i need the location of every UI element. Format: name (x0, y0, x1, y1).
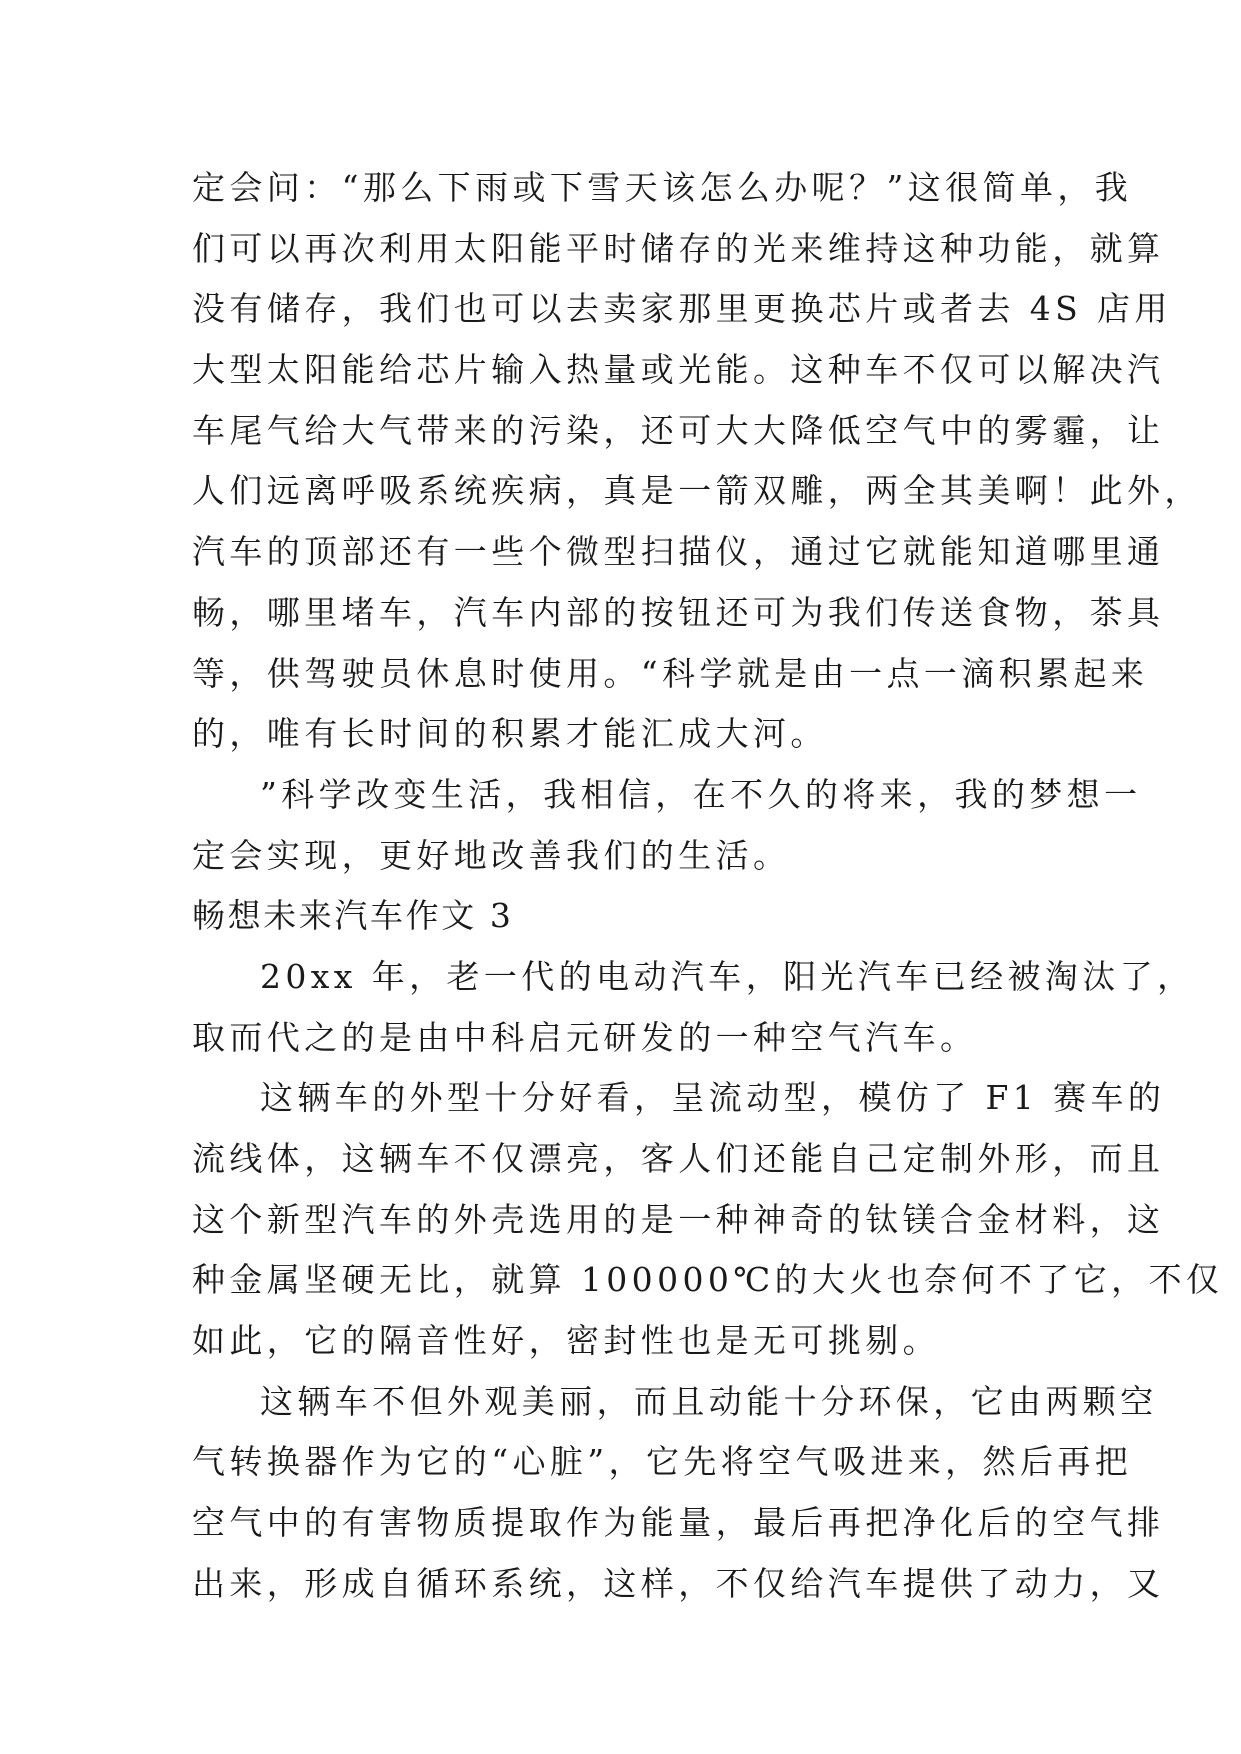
section-heading: 畅想未来汽车作文 3 (192, 896, 514, 936)
text-line: 气转换器作为它的“心脏”，它先将空气吸进来，然后再把 (192, 1442, 1133, 1482)
text-line: 汽车的顶部还有一些个微型扫描仪，通过它就能知道哪里通 (192, 532, 1165, 572)
text-line: 大型太阳能给芯片输入热量或光能。这种车不仅可以解决汽 (192, 350, 1165, 390)
text-line: 等，供驾驶员休息时使用。“科学就是由一点一滴积累起来 (192, 653, 1149, 693)
text-line: 流线体，这辆车不仅漂亮，客人们还能自己定制外形，而且 (192, 1139, 1165, 1178)
text-line: 这辆车不但外观美丽，而且动能十分环保，它由两颗空 (260, 1381, 1158, 1421)
text-line: 空气中的有害物质提取作为能量，最后再把净化后的空气排 (192, 1503, 1165, 1543)
text-line: 这辆车的外型十分好看，呈流动型，模仿了 F1 赛车的 (260, 1078, 1166, 1118)
text-line: 的，唯有长时间的积累才能汇成大河。 (192, 714, 828, 754)
text-line: 20xx 年，老一代的电动汽车，阳光汽车已经被淘汰了， (260, 956, 1195, 996)
text-line: 取而代之的是由中科启元研发的一种空气汽车。 (192, 1017, 978, 1057)
text-line: 人们远离呼吸系统疾病，真是一箭双雕，两全其美啊！此外， (192, 471, 1202, 511)
text-line: 车尾气给大气带来的污染，还可大大降低空气中的雾霾，让 (192, 410, 1165, 450)
text-line: 出来，形成自循环系统，这样，不仅给汽车提供了动力，又 (192, 1563, 1165, 1603)
text-line: 定会实现，更好地改善我们的生活。 (192, 835, 791, 875)
text-line: 畅，哪里堵车，汽车内部的按钮还可为我们传送食物，茶具 (192, 592, 1165, 632)
essay-body (192, 158, 1224, 1615)
text-line: 没有储存，我们也可以去卖家那里更换芯片或者去 4S 店用 (192, 289, 1172, 329)
text-line: 种金属坚硬无比，就算 100000℃的大火也奈何不了它，不仅 (192, 1260, 1224, 1300)
text-line: 这个新型汽车的外壳选用的是一种神奇的钛镁合金材料，这 (192, 1199, 1165, 1239)
text-line: ”科学改变生活，我相信，在不久的将来，我的梦想一 (260, 774, 1142, 814)
text-line: 定会问：“那么下雨或下雪天该怎么办呢？”这很简单，我 (192, 168, 1133, 207)
text-line: 们可以再次利用太阳能平时储存的光来维持这种功能，就算 (192, 228, 1165, 268)
text-line: 如此，它的隔音性好，密封性也是无可挑剔。 (192, 1321, 940, 1361)
